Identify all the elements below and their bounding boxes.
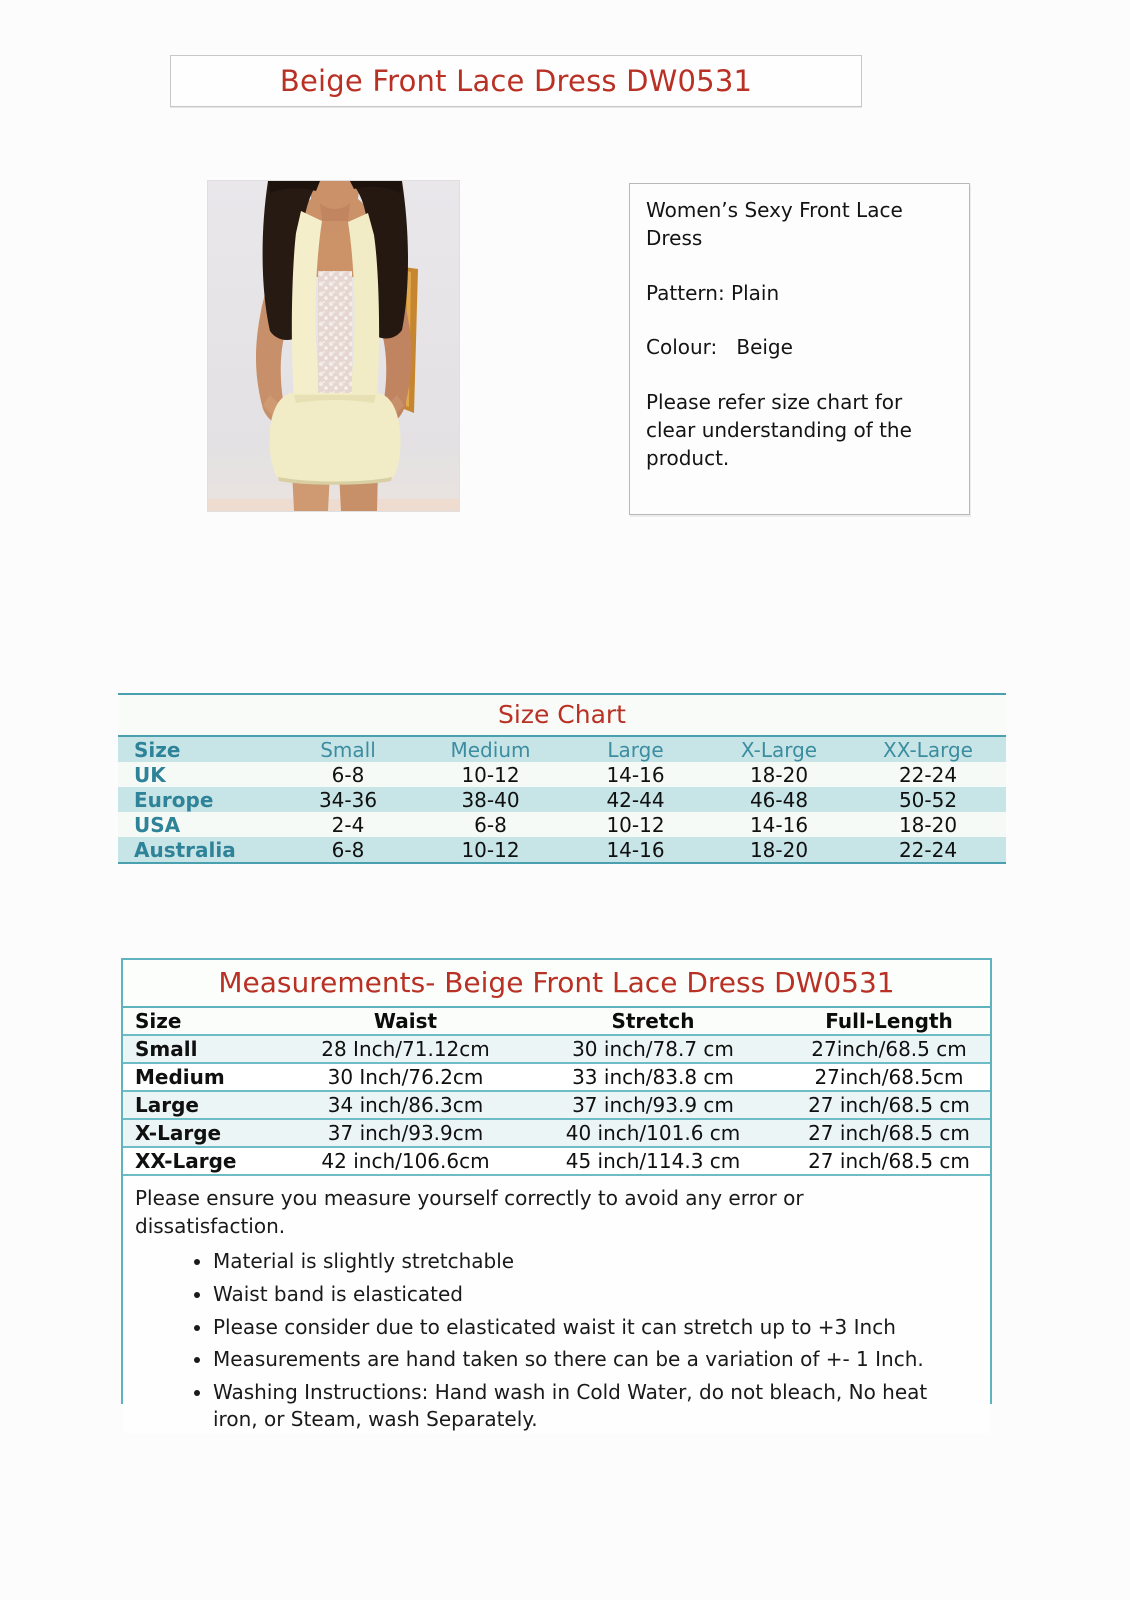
size-chart-col-small: Small xyxy=(320,737,376,762)
cell: 37 inch/93.9cm xyxy=(327,1121,484,1145)
cell: 14-16 xyxy=(606,762,665,787)
size-chart-title: Size Chart xyxy=(118,695,1006,735)
size-chart-table xyxy=(118,735,1006,862)
measurements-table xyxy=(123,1008,990,1176)
note-bullet: • Measurements are hand taken so there can be a variation of +- 1 Inch. xyxy=(213,1346,973,1373)
size-chart-row-uk xyxy=(118,762,1006,787)
description-box xyxy=(629,183,970,515)
cell: 34 inch/86.3cm xyxy=(327,1093,484,1117)
description-colour: Colour: Beige xyxy=(646,335,793,360)
measurements-header-row xyxy=(123,1008,990,1036)
product-photo xyxy=(207,180,460,512)
size-chart xyxy=(118,693,1006,864)
cell: 18-20 xyxy=(749,837,809,862)
size-chart-col-size: Size xyxy=(134,737,181,762)
description-note: Please refer size chart for clear understanding of the product. xyxy=(646,389,919,471)
cell: 37 inch/93.9 cm xyxy=(572,1093,734,1117)
meas-col-waist: Waist xyxy=(373,1009,438,1033)
model-photo-illustration xyxy=(208,181,459,511)
meas-col-fulllength: Full-Length xyxy=(825,1009,953,1033)
measurement-notes xyxy=(123,1176,990,1433)
size-chart-col-medium: Medium xyxy=(450,737,531,762)
measurements-row-xxlarge xyxy=(123,1148,990,1176)
row-label: Australia xyxy=(134,837,236,862)
size-chart-col-large: Large xyxy=(607,737,664,762)
description-heading: Women’s Sexy Front Lace Dress xyxy=(646,198,910,251)
measurements-row-medium xyxy=(123,1064,990,1092)
size-chart-col-xxlarge: XX-Large xyxy=(883,737,973,762)
row-label: Small xyxy=(135,1037,198,1061)
cell: 6-8 xyxy=(474,812,507,837)
cell: 50-52 xyxy=(898,787,958,812)
cell: 42 inch/106.6cm xyxy=(321,1149,490,1173)
cell: 6-8 xyxy=(331,762,365,787)
cell: 27 inch/68.5 cm xyxy=(808,1149,970,1173)
notes-bullet-list xyxy=(135,1248,976,1433)
cell: 45 inch/114.3 cm xyxy=(565,1149,741,1173)
cell: 10-12 xyxy=(461,837,520,862)
size-chart-col-xlarge: X-Large xyxy=(740,737,818,762)
cell: 27inch/68.5cm xyxy=(814,1065,964,1089)
note-bullet: • Waist band is elasticated xyxy=(213,1281,973,1308)
measurements-row-small xyxy=(123,1036,990,1064)
notes-intro: Please ensure you measure yourself correctly to avoid any error or dissatisfaction. xyxy=(135,1186,804,1238)
cell: 27 inch/68.5 cm xyxy=(808,1121,970,1145)
note-bullet: • Washing Instructions: Hand wash in Cold Water, do not bleach, No heat iron, or Steam, wash Separately. xyxy=(213,1379,973,1433)
cell: 27inch/68.5 cm xyxy=(811,1037,967,1061)
cell: 38-40 xyxy=(461,787,520,812)
size-chart-header-row xyxy=(118,737,1006,762)
cell: 34-36 xyxy=(318,787,378,812)
cell: 33 inch/83.8 cm xyxy=(572,1065,734,1089)
page-title-box xyxy=(170,55,862,107)
measurements-row-xlarge xyxy=(123,1120,990,1148)
cell: 30 inch/78.7 cm xyxy=(572,1037,734,1061)
description-pattern: Pattern: Plain xyxy=(646,280,780,305)
row-label: Europe xyxy=(134,787,214,812)
meas-col-size: Size xyxy=(135,1009,182,1033)
page-title: Beige Front Lace Dress DW0531 xyxy=(279,64,753,98)
row-label: X-Large xyxy=(135,1121,222,1145)
lace-front-panel xyxy=(318,271,352,393)
cell: 18-20 xyxy=(898,812,958,837)
cell: 18-20 xyxy=(749,762,809,787)
size-chart-row-usa xyxy=(118,812,1006,837)
measurements-row-large xyxy=(123,1092,990,1120)
meas-col-stretch: Stretch xyxy=(611,1009,695,1033)
cell: 42-44 xyxy=(606,787,665,812)
size-chart-row-australia xyxy=(118,837,1006,862)
row-label: Medium xyxy=(135,1065,225,1089)
size-chart-row-europe xyxy=(118,787,1006,812)
note-bullet: • Material is slightly stretchable xyxy=(213,1248,973,1275)
cell: 27 inch/68.5 cm xyxy=(808,1093,970,1117)
dress-skirt xyxy=(269,393,400,484)
cell: 10-12 xyxy=(606,812,665,837)
photo-bottom-strip xyxy=(208,499,459,511)
row-label: UK xyxy=(134,762,166,787)
cell: 30 Inch/76.2cm xyxy=(327,1065,484,1089)
row-label: XX-Large xyxy=(135,1149,237,1173)
row-label: Large xyxy=(135,1093,199,1117)
cell: 6-8 xyxy=(331,837,365,862)
cell: 22-24 xyxy=(898,762,958,787)
measurements-title: Measurements- Beige Front Lace Dress DW0531 xyxy=(123,960,990,1008)
cell: 22-24 xyxy=(898,837,958,862)
cell: 10-12 xyxy=(461,762,520,787)
row-label: USA xyxy=(134,812,181,837)
cell: 14-16 xyxy=(749,812,809,837)
measurements-box xyxy=(121,958,992,1431)
cell: 2-4 xyxy=(331,812,365,837)
cell: 40 inch/101.6 cm xyxy=(565,1121,741,1145)
cell: 14-16 xyxy=(606,837,665,862)
cell: 46-48 xyxy=(749,787,809,812)
note-bullet: • Please consider due to elasticated waist it can stretch up to +3 Inch xyxy=(213,1314,973,1341)
cell: 28 Inch/71.12cm xyxy=(321,1037,490,1061)
